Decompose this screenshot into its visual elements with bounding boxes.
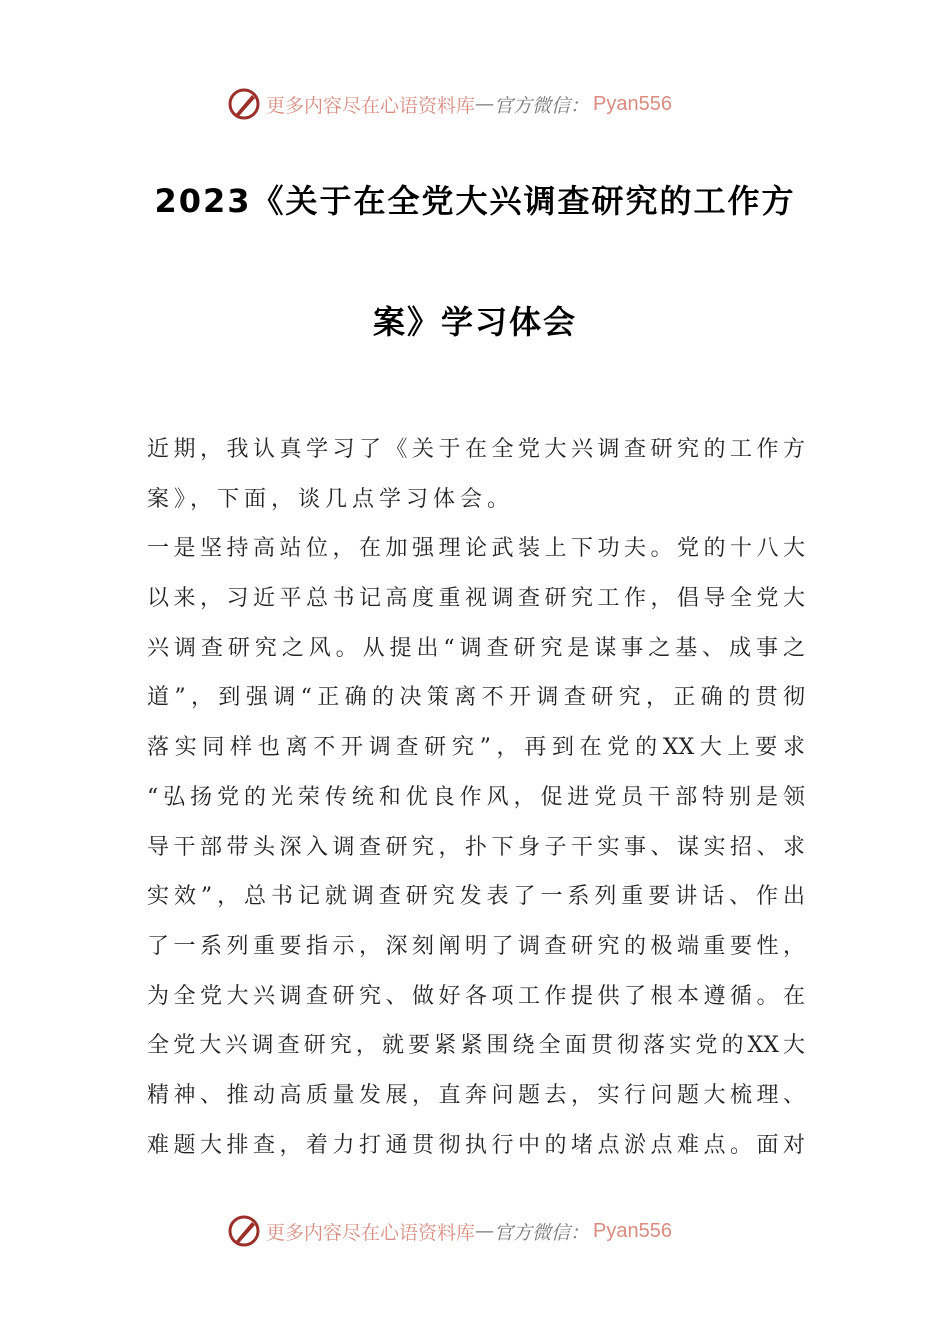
body-line: 精神、推动高质量发展，直奔问题去，实行问题大梳理、 xyxy=(147,1082,805,1108)
body-line: 案》，下面，谈几点学习体会。 xyxy=(147,486,515,512)
watermark-sep: — xyxy=(475,93,495,115)
watermark-wechat-label: 官方微信： xyxy=(494,1221,590,1244)
body-line: 实效”，总书记就调查研究发表了一系列重要讲话、作出 xyxy=(147,884,805,910)
document-title-line2: 案》学习体会 xyxy=(372,303,577,341)
body-line: 导干部带头深入调查研究，扑下身子干实事、谋实招、求 xyxy=(147,834,805,860)
body-line: 难题大排查，着力打通贯彻执行中的堵点淤点难点。面对 xyxy=(147,1132,805,1158)
body-line: 了一系列重要指示，深刻阐明了调查研究的极端重要性， xyxy=(147,933,805,959)
body-line: 道”，到强调“正确的决策离不开调查研究，正确的贯彻 xyxy=(147,685,805,711)
watermark-wechat-id: Pyan556 xyxy=(593,92,672,115)
pen-logo-icon xyxy=(226,1213,262,1249)
body-line: 兴调查研究之风。从提出“调查研究是谋事之基、成事之 xyxy=(147,635,805,661)
body-line: 为全党大兴调查研究、做好各项工作提供了根本遵循。在 xyxy=(147,983,805,1009)
document-title-line1: 2023《关于在全党大兴调查研究的工作方 xyxy=(154,182,796,220)
body-line: “弘扬党的光荣传统和优良作风，促进党员干部特别是领 xyxy=(147,784,805,810)
header-watermark xyxy=(226,84,726,124)
body-line: 落实同样也离不开调查研究”，再到在党的XX大上要求 xyxy=(147,735,805,761)
body-line: 以来，习近平总书记高度重视调查研究工作，倡导全党大 xyxy=(147,586,805,612)
watermark-sep: — xyxy=(475,1220,495,1242)
document-body xyxy=(147,428,805,1173)
footer-watermark xyxy=(226,1211,726,1251)
pen-logo-icon xyxy=(226,86,262,122)
watermark-wechat-label: 官方微信： xyxy=(494,94,590,117)
watermark-text: 更多内容尽在心语资料库 xyxy=(266,94,476,117)
watermark-text: 更多内容尽在心语资料库 xyxy=(266,1221,476,1244)
body-line: 全党大兴调查研究，就要紧紧围绕全面贯彻落实党的XX大 xyxy=(147,1033,805,1059)
body-line: 一是坚持高站位，在加强理论武装上下功夫。党的十八大 xyxy=(147,536,805,562)
body-line: 近期，我认真学习了《关于在全党大兴调查研究的工作方 xyxy=(147,437,805,462)
watermark-wechat-id: Pyan556 xyxy=(593,1219,672,1242)
